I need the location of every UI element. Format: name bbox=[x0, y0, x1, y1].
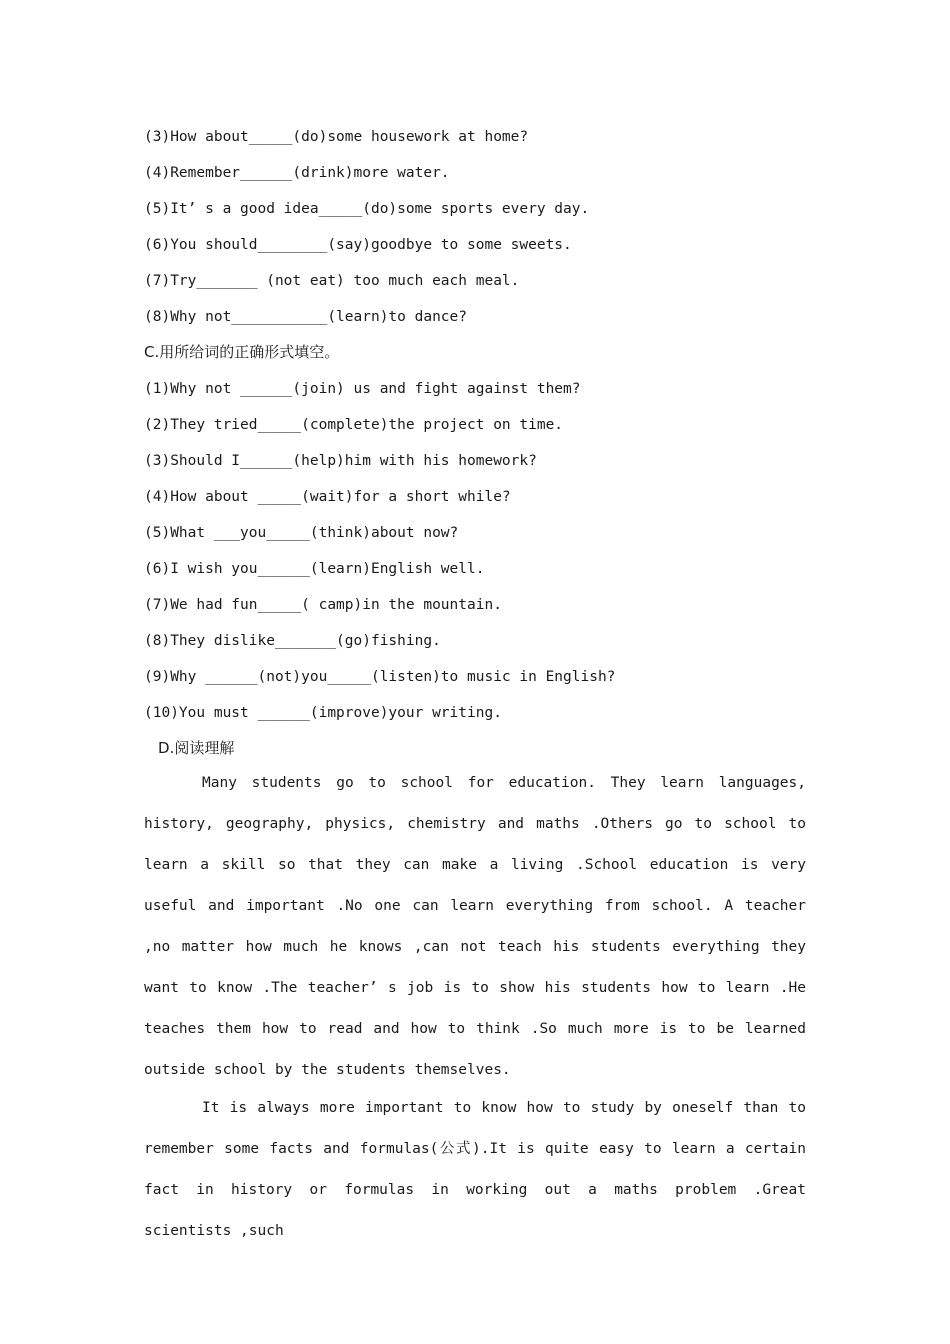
exercise-c-item-9: (9)Why ______(not)you_____(listen)to music in English? bbox=[144, 669, 616, 685]
exercise-c-item-6: (6)I wish you______(learn)English well. bbox=[144, 561, 485, 577]
exercise-c-item-2: (2)They tried_____(complete)the project on time. bbox=[144, 417, 564, 433]
exercise-b-item-7: (7)Try_______ (not eat) too much each meal. bbox=[144, 273, 520, 289]
reading-paragraph-2 bbox=[144, 1088, 806, 1252]
exercise-b-item-8: (8)Why not___________(learn)to dance? bbox=[144, 309, 468, 325]
exercise-c-item-5: (5)What ___you_____(think)about now? bbox=[144, 525, 459, 541]
exercise-b-item-5: (5)It’ s a good idea_____(do)some sports every day. bbox=[144, 201, 590, 217]
exercise-c-item-10: (10)You must ______(improve)your writing. bbox=[144, 705, 502, 721]
exercise-c-item-8: (8)They dislike_______(go)fishing. bbox=[144, 633, 441, 649]
exercise-b-item-6: (6)You should________(say)goodbye to some sweets. bbox=[144, 237, 572, 253]
reading-paragraph-1 bbox=[144, 763, 806, 1091]
exercise-c-item-3: (3)Should I______(help)him with his homework? bbox=[144, 453, 537, 469]
reading-paragraph-1-text: Many students go to school for education. They learn languages, history, geography, physics, chemistry and maths .Others go to school to learn a skill so that they can make a living .School education is very useful and important .No one can learn everything from school. A teacher ,no matter how much he knows ,can not teach his students everything they want to know .The teacher’ s job is to show his students how to learn .He teaches them how to read and how to think .So much more is to be learned outside school by the students themselves. bbox=[144, 775, 806, 1078]
section-c-heading: C.用所给词的正确形式填空。 bbox=[144, 343, 340, 361]
exercise-b-item-3: (3)How about_____(do)some housework at home? bbox=[144, 129, 529, 145]
exercise-c-item-1: (1)Why not ______(join) us and fight against them? bbox=[144, 381, 581, 397]
section-d-heading: D.阅读理解 bbox=[158, 739, 235, 757]
reading-paragraph-2-text: It is always more important to know how to study by oneself than to remember some facts and formulas(公式).It is quite easy to learn a certain fact in history or formulas in working out a maths problem .Great scientists ,such bbox=[144, 1100, 806, 1239]
exercise-b-item-4: (4)Remember______(drink)more water. bbox=[144, 165, 450, 181]
exercise-c-item-7: (7)We had fun_____( camp)in the mountain. bbox=[144, 597, 502, 613]
exercise-c-item-4: (4)How about _____(wait)for a short while? bbox=[144, 489, 511, 505]
